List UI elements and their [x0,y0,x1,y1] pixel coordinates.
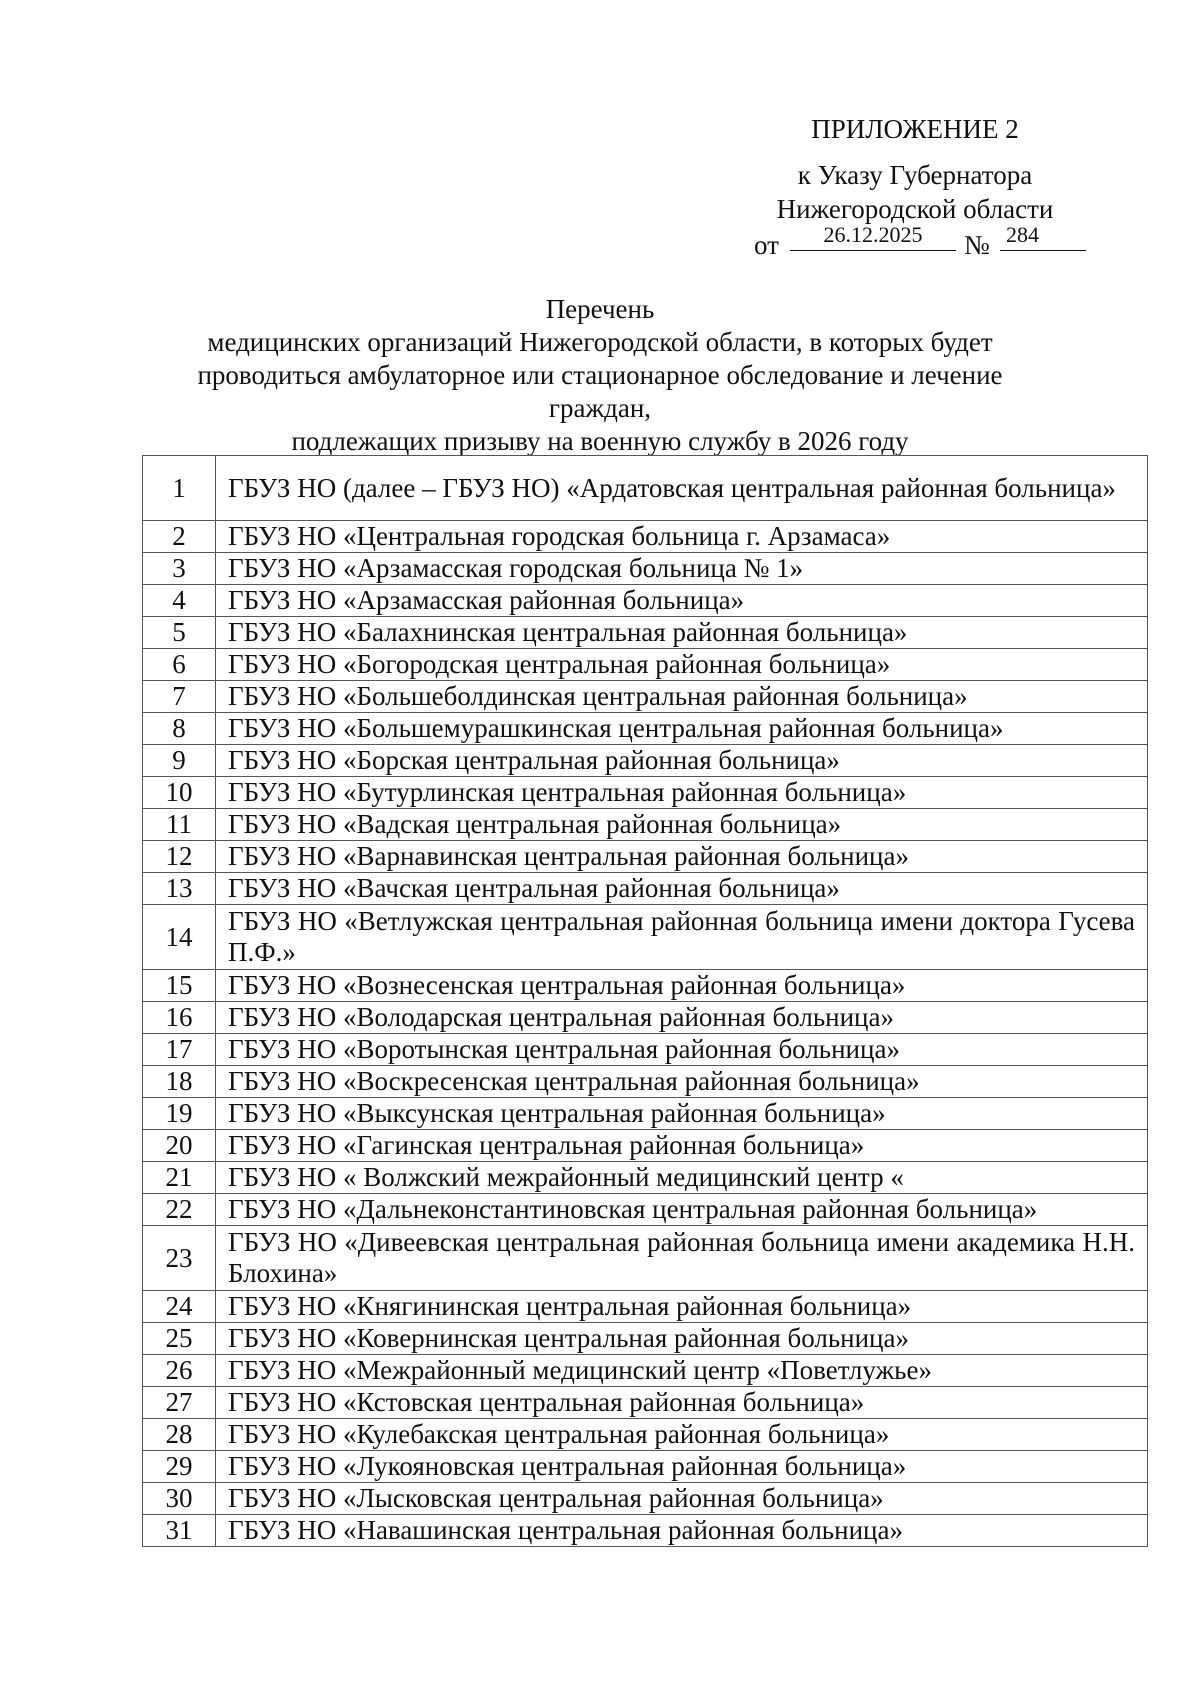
number-label: № [964,230,990,260]
heading-line-3: подлежащих призыву на военную службу в 2026 году [291,426,909,456]
table-row [143,1355,1148,1387]
organization-name: ГБУЗ НО «Кулебакская центральная районная больница» [216,1419,1148,1451]
table-row [143,745,1148,777]
decree-reference [754,222,1070,260]
organization-name: ГБУЗ НО «Выксунская центральная районная больница» [216,1098,1148,1130]
table-row [143,905,1148,970]
row-number: 14 [143,905,216,970]
row-number: 15 [143,970,216,1002]
organization-name: ГБУЗ НО «Дальнеконстантиновская центральная районная больница» [216,1194,1148,1226]
table-row [143,1194,1148,1226]
organization-name: ГБУЗ НО «Бутурлинская центральная районная больница» [216,777,1148,809]
table-row [143,1098,1148,1130]
row-number: 2 [143,521,216,553]
table-row [143,1034,1148,1066]
from-label: от [754,230,779,260]
organization-name: ГБУЗ НО «Навашинская центральная районная больница» [216,1515,1148,1547]
row-number: 20 [143,1130,216,1162]
organization-name: ГБУЗ НО «Гагинская центральная районная больница» [216,1130,1148,1162]
table-row [143,617,1148,649]
table-row [143,521,1148,553]
organization-name: ГБУЗ НО «Борская центральная районная больница» [216,745,1148,777]
organization-name: ГБУЗ НО «Ковернинская центральная районная больница» [216,1323,1148,1355]
organization-name: ГБУЗ НО «Лукояновская центральная районная больница» [216,1451,1148,1483]
row-number: 26 [143,1355,216,1387]
row-number: 29 [143,1451,216,1483]
row-number: 3 [143,553,216,585]
organization-name: ГБУЗ НО «Вознесенская центральная районная больница» [216,970,1148,1002]
organization-name: ГБУЗ НО (далее – ГБУЗ НО) «Ардатовская центральная районная больница» [216,456,1148,521]
row-number: 17 [143,1034,216,1066]
organization-name: ГБУЗ НО «Вачская центральная районная больница» [216,873,1148,905]
organization-name: ГБУЗ НО «Дивеевская центральная районная больница имени академика Н.Н. Блохина» [216,1226,1148,1291]
decree-date: 26.12.2025 [790,220,956,251]
table-row [143,1515,1148,1547]
row-number: 10 [143,777,216,809]
row-number: 4 [143,585,216,617]
organization-name: ГБУЗ НО «Большемурашкинская центральная районная больница» [216,713,1148,745]
table-row [143,1066,1148,1098]
table-row [143,1451,1148,1483]
row-number: 27 [143,1387,216,1419]
organization-name: ГБУЗ НО «Богородская центральная районная больница» [216,649,1148,681]
organization-name: ГБУЗ НО «Арзамасская районная больница» [216,585,1148,617]
row-number: 22 [143,1194,216,1226]
row-number: 23 [143,1226,216,1291]
table-row [143,649,1148,681]
organization-name: ГБУЗ НО « Волжский межрайонный медицинский центр « [216,1162,1148,1194]
row-number: 18 [143,1066,216,1098]
table-row [143,1162,1148,1194]
table-row [143,681,1148,713]
table-row [143,1226,1148,1291]
decree-number: 284 [1000,220,1086,251]
row-number: 6 [143,649,216,681]
organization-name: ГБУЗ НО «Кстовская центральная районная больница» [216,1387,1148,1419]
organization-name: ГБУЗ НО «Володарская центральная районная больница» [216,1002,1148,1034]
row-number: 31 [143,1515,216,1547]
organization-name: ГБУЗ НО «Воротынская центральная районная больница» [216,1034,1148,1066]
table-row [143,1419,1148,1451]
row-number: 25 [143,1323,216,1355]
row-number: 28 [143,1419,216,1451]
organization-name: ГБУЗ НО «Центральная городская больница г. Арзамаса» [216,521,1148,553]
row-number: 19 [143,1098,216,1130]
table-row [143,1323,1148,1355]
heading-line-1: медицинских организаций Нижегородской области, в которых будет [207,327,993,357]
row-number: 11 [143,809,216,841]
row-number: 21 [143,1162,216,1194]
organization-name: ГБУЗ НО «Ветлужская центральная районная больница имени доктора Гусева П.Ф.» [216,905,1148,970]
table-row [143,1483,1148,1515]
organization-name: ГБУЗ НО «Воскресенская центральная районная больница» [216,1066,1148,1098]
organization-name: ГБУЗ НО «Княгининская центральная районная больница» [216,1291,1148,1323]
organization-name: ГБУЗ НО «Арзамасская городская больница № 1» [216,553,1148,585]
organization-name: ГБУЗ НО «Большеболдинская центральная районная больница» [216,681,1148,713]
appendix-title: ПРИЛОЖЕНИЕ 2 [811,114,1019,144]
heading-title: Перечень [545,294,655,324]
table-row [143,873,1148,905]
table-row [143,456,1148,521]
heading-line-2: проводиться амбулаторное или стационарное обследование и лечение граждан, [197,360,1003,423]
table-row [143,585,1148,617]
table-row [143,553,1148,585]
row-number: 5 [143,617,216,649]
table-row [143,809,1148,841]
row-number: 1 [143,456,216,521]
table-row [143,970,1148,1002]
table-row [143,1130,1148,1162]
table-row [143,1002,1148,1034]
table-row [143,841,1148,873]
row-number: 12 [143,841,216,873]
row-number: 13 [143,873,216,905]
table-row [143,1387,1148,1419]
row-number: 9 [143,745,216,777]
appendix-header [754,112,1070,260]
organizations-table-body [143,456,1148,1547]
appendix-line-2: Нижегородской области [776,194,1054,224]
row-number: 8 [143,713,216,745]
organization-name: ГБУЗ НО «Лысковская центральная районная больница» [216,1483,1148,1515]
organization-name: ГБУЗ НО «Балахнинская центральная районная больница» [216,617,1148,649]
row-number: 7 [143,681,216,713]
appendix-line-1: к Указу Губернатора [797,160,1033,190]
table-row [143,1291,1148,1323]
organization-name: ГБУЗ НО «Вадская центральная районная больница» [216,809,1148,841]
organizations-table [142,455,1148,1547]
table-row [143,713,1148,745]
row-number: 16 [143,1002,216,1034]
table-row [143,777,1148,809]
document-heading [150,293,1050,458]
organization-name: ГБУЗ НО «Межрайонный медицинский центр «Поветлужье» [216,1355,1148,1387]
row-number: 30 [143,1483,216,1515]
row-number: 24 [143,1291,216,1323]
organization-name: ГБУЗ НО «Варнавинская центральная районная больница» [216,841,1148,873]
